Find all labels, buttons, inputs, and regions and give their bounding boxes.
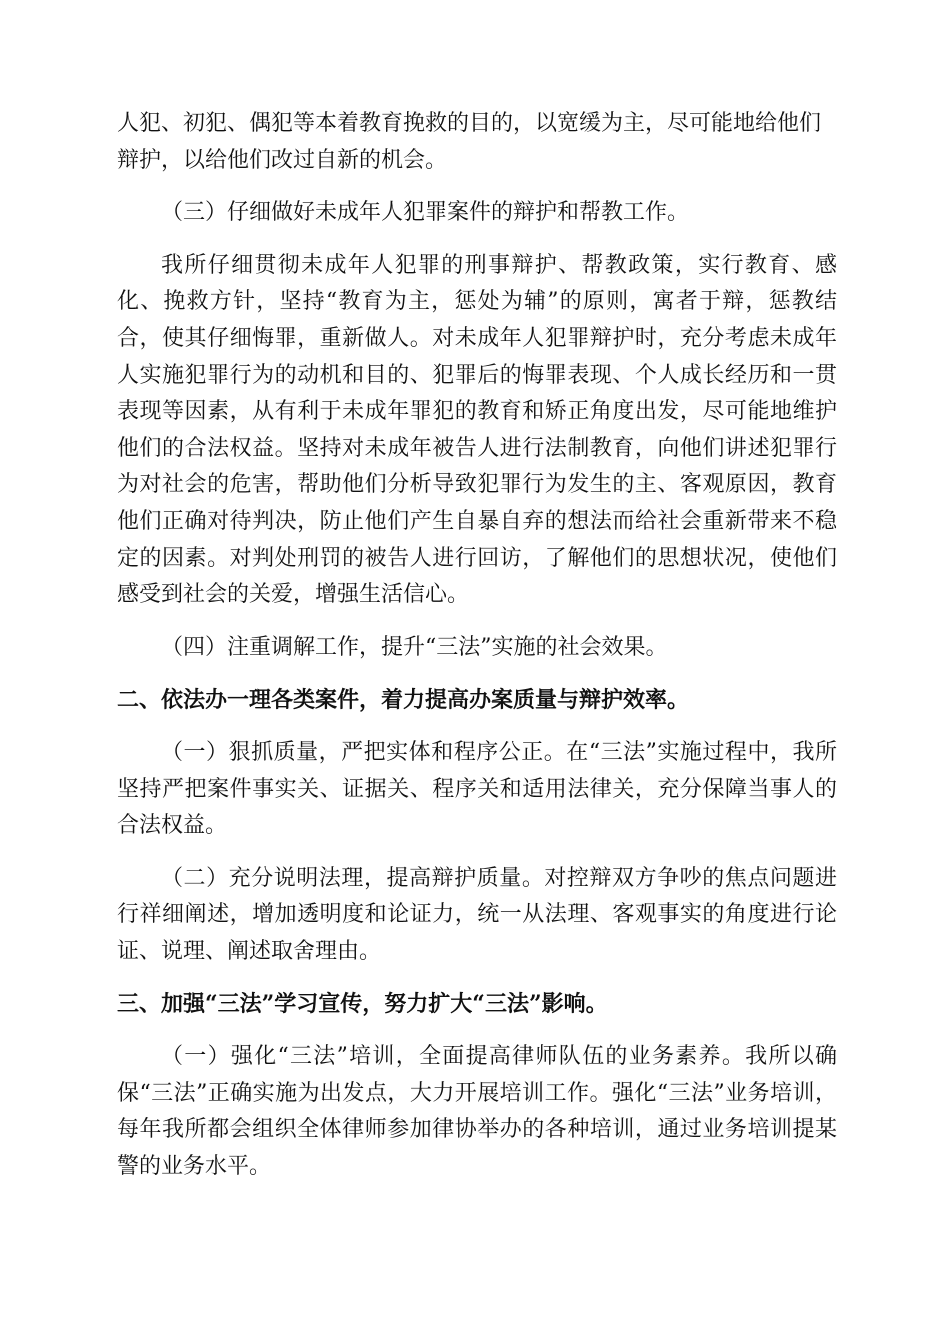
paragraph-quality: （一）狠抓质量，严把实体和程序公正。在“三法”实施过程中，我所坚持严把案件事实关、证据关、程序关和适用法律关，充分保障当事人的合法权益。	[117, 739, 837, 839]
section-heading-2: 二、依法办一理各类案件，着力提高办案质量与辩护效率。	[117, 687, 690, 714]
paragraph-continuation: 人犯、初犯、偶犯等本着教育挽救的目的，以宽缓为主，尽可能地给他们辩护，以给他们改过自新的机会。	[117, 111, 822, 173]
paragraph-training: （一）强化“三法”培训，全面提高律师队伍的业务素养。我所以确保“三法”正确实施为出发点，大力开展培训工作。强化“三法”业务培训，每年我所都会组织全体律师参加律协举办的各种培训，通过业务培训提某警的业务水平。	[117, 1044, 837, 1179]
paragraph-legal-reasoning: （二）充分说明法理，提高辩护质量。对控辩双方争吵的焦点问题进行祥细阐述，增加透明度和论证力，统一从法理、客观事实的角度进行论证、说理、阐述取舍理由。	[117, 865, 837, 964]
section-heading-3: 三、加强“三法”学习宣传，努力扩大“三法”影响。	[117, 991, 608, 1018]
subheading-3: （三）仔细做好未成年人犯罪案件的辩护和帮教工作。	[161, 200, 690, 226]
document-body	[117, 106, 837, 1185]
subheading-4: （四）注重调解工作，提升“三法”实施的社会效果。	[161, 634, 668, 660]
paragraph-juvenile-defense: 我所仔细贯彻未成年人犯罪的刑事辩护、帮教政策，实行教育、感化、挽救方针，坚持“教育为主，惩处为辅”的原则，寓者于辩，惩教结合，使其仔细悔罪，重新做人。对未成年人犯罪辩护时，充分考虑未成年人实施犯罪行为的动机和目的、犯罪后的悔罪表现、个人成长经历和一贯表现等因素，从有利于未成年罪犯的教育和矫正角度出发，尽可能地维护他们的合法权益。坚持对未成年被告人进行法制教育，向他们讲述犯罪行为对社会的危害，帮助他们分析导致犯罪行为发生的主、客观原因，教育他们正确对待判决，防止他们产生自暴自弃的想法而给社会重新带来不稳定的因素。对判处刑罚的被告人进行回访，了解他们的思想状况，使他们感受到社会的关爱，增强生活信心。	[117, 252, 837, 608]
